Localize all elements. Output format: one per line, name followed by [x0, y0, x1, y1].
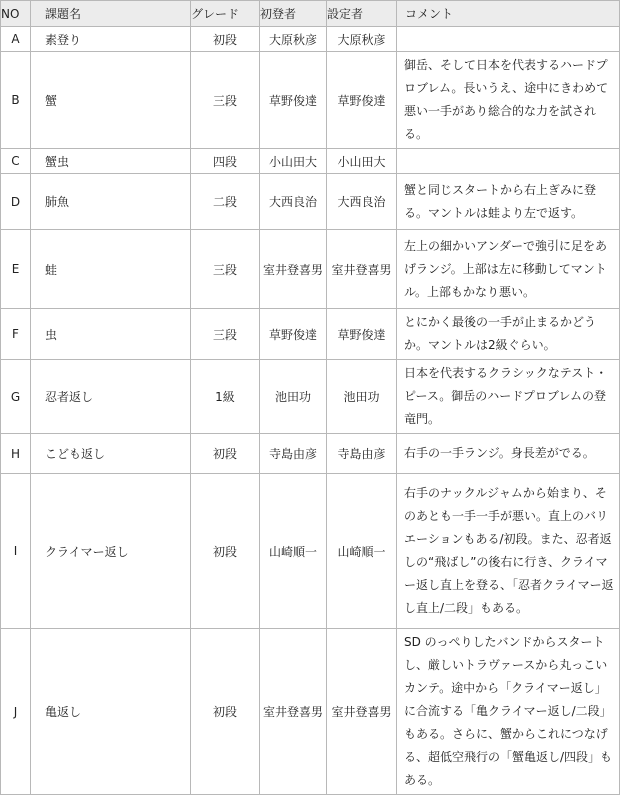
- cell-no: E: [1, 230, 31, 309]
- cell-first-ascent: 室井登喜男: [260, 230, 327, 309]
- cell-comment: 左上の細かいアンダーで強引に足をあげランジ。上部は左に移動してマントル。上部もかなり悪い。: [397, 230, 620, 309]
- cell-setter: 室井登喜男: [327, 629, 397, 795]
- table-row: [1, 629, 620, 795]
- cell-name: 忍者返し: [31, 360, 191, 434]
- cell-grade: 初段: [191, 27, 260, 52]
- table-row: [1, 434, 620, 474]
- cell-comment: 御岳、そして日本を代表するハードプロブレム。長いうえ、途中にきわめて悪い一手があり総合的な力を試される。: [397, 52, 620, 149]
- cell-grade: 三段: [191, 52, 260, 149]
- cell-comment: 右手のナックルジャムから始まり、そのあとも一手一手が悪い。直上のバリエーションもある/初段。また、忍者返しの“飛ばし”の後右に行き、クライマー返し直上を登る、「忍者クライマー返し直上/二段」もある。: [397, 474, 620, 629]
- cell-comment: とにかく最後の一手が止まるかどうか。マントルは2級ぐらい。: [397, 309, 620, 360]
- cell-name: 肺魚: [31, 174, 191, 230]
- cell-first-ascent: 大西良治: [260, 174, 327, 230]
- table-row: [1, 360, 620, 434]
- cell-setter: 小山田大: [327, 149, 397, 174]
- cell-comment: SD のっぺりしたバンドからスタートし、厳しいトラヴァースから丸っこいカンテ。途中から「クライマー返し」に合流する「亀クライマー返し/二段」もある。さらに、蟹からこれにつなげる、超低空飛行の「蟹亀返し/四段」もある。: [397, 629, 620, 795]
- cell-first-ascent: 草野俊達: [260, 52, 327, 149]
- cell-comment: 右手の一手ランジ。身長差がでる。: [397, 434, 620, 474]
- cell-first-ascent: 室井登喜男: [260, 629, 327, 795]
- cell-no: F: [1, 309, 31, 360]
- cell-setter: 草野俊達: [327, 309, 397, 360]
- cell-grade: 初段: [191, 474, 260, 629]
- cell-no: C: [1, 149, 31, 174]
- table-row: [1, 309, 620, 360]
- table-row: [1, 52, 620, 149]
- cell-no: A: [1, 27, 31, 52]
- cell-name: 素登り: [31, 27, 191, 52]
- cell-no: G: [1, 360, 31, 434]
- cell-first-ascent: 大原秋彦: [260, 27, 327, 52]
- cell-name: 亀返し: [31, 629, 191, 795]
- header-no: NO: [1, 1, 31, 27]
- cell-no: H: [1, 434, 31, 474]
- cell-name: 虫: [31, 309, 191, 360]
- cell-setter: 山崎順一: [327, 474, 397, 629]
- header-grade: グレード: [191, 1, 260, 27]
- cell-no: I: [1, 474, 31, 629]
- cell-first-ascent: 池田功: [260, 360, 327, 434]
- cell-first-ascent: 小山田大: [260, 149, 327, 174]
- table-row: [1, 230, 620, 309]
- cell-first-ascent: 草野俊達: [260, 309, 327, 360]
- cell-setter: 寺島由彦: [327, 434, 397, 474]
- header-comment: コメント: [397, 1, 620, 27]
- cell-no: J: [1, 629, 31, 795]
- table-row: [1, 474, 620, 629]
- table-row: [1, 149, 620, 174]
- cell-name: 蟹: [31, 52, 191, 149]
- cell-first-ascent: 山崎順一: [260, 474, 327, 629]
- cell-comment: 蟹と同じスタートから右上ぎみに登る。マントルは蛙より左で返す。: [397, 174, 620, 230]
- table-header-row: [1, 1, 620, 27]
- table-row: [1, 27, 620, 52]
- cell-name: 蛙: [31, 230, 191, 309]
- table-row: [1, 174, 620, 230]
- cell-no: B: [1, 52, 31, 149]
- cell-first-ascent: 寺島由彦: [260, 434, 327, 474]
- cell-setter: 大原秋彦: [327, 27, 397, 52]
- cell-grade: 四段: [191, 149, 260, 174]
- cell-name: 蟹虫: [31, 149, 191, 174]
- cell-no: D: [1, 174, 31, 230]
- cell-comment: [397, 149, 620, 174]
- cell-setter: 大西良治: [327, 174, 397, 230]
- cell-grade: 初段: [191, 434, 260, 474]
- cell-setter: 草野俊達: [327, 52, 397, 149]
- cell-setter: 室井登喜男: [327, 230, 397, 309]
- header-name: 課題名: [31, 1, 191, 27]
- header-first-ascent: 初登者: [260, 1, 327, 27]
- cell-setter: 池田功: [327, 360, 397, 434]
- cell-name: こども返し: [31, 434, 191, 474]
- cell-name: クライマー返し: [31, 474, 191, 629]
- header-setter: 設定者: [327, 1, 397, 27]
- cell-grade: 二段: [191, 174, 260, 230]
- cell-grade: 初段: [191, 629, 260, 795]
- cell-comment: 日本を代表するクラシックなテスト・ピース。御岳のハードプロブレムの登竜門。: [397, 360, 620, 434]
- cell-comment: [397, 27, 620, 52]
- cell-grade: 1級: [191, 360, 260, 434]
- cell-grade: 三段: [191, 230, 260, 309]
- cell-grade: 三段: [191, 309, 260, 360]
